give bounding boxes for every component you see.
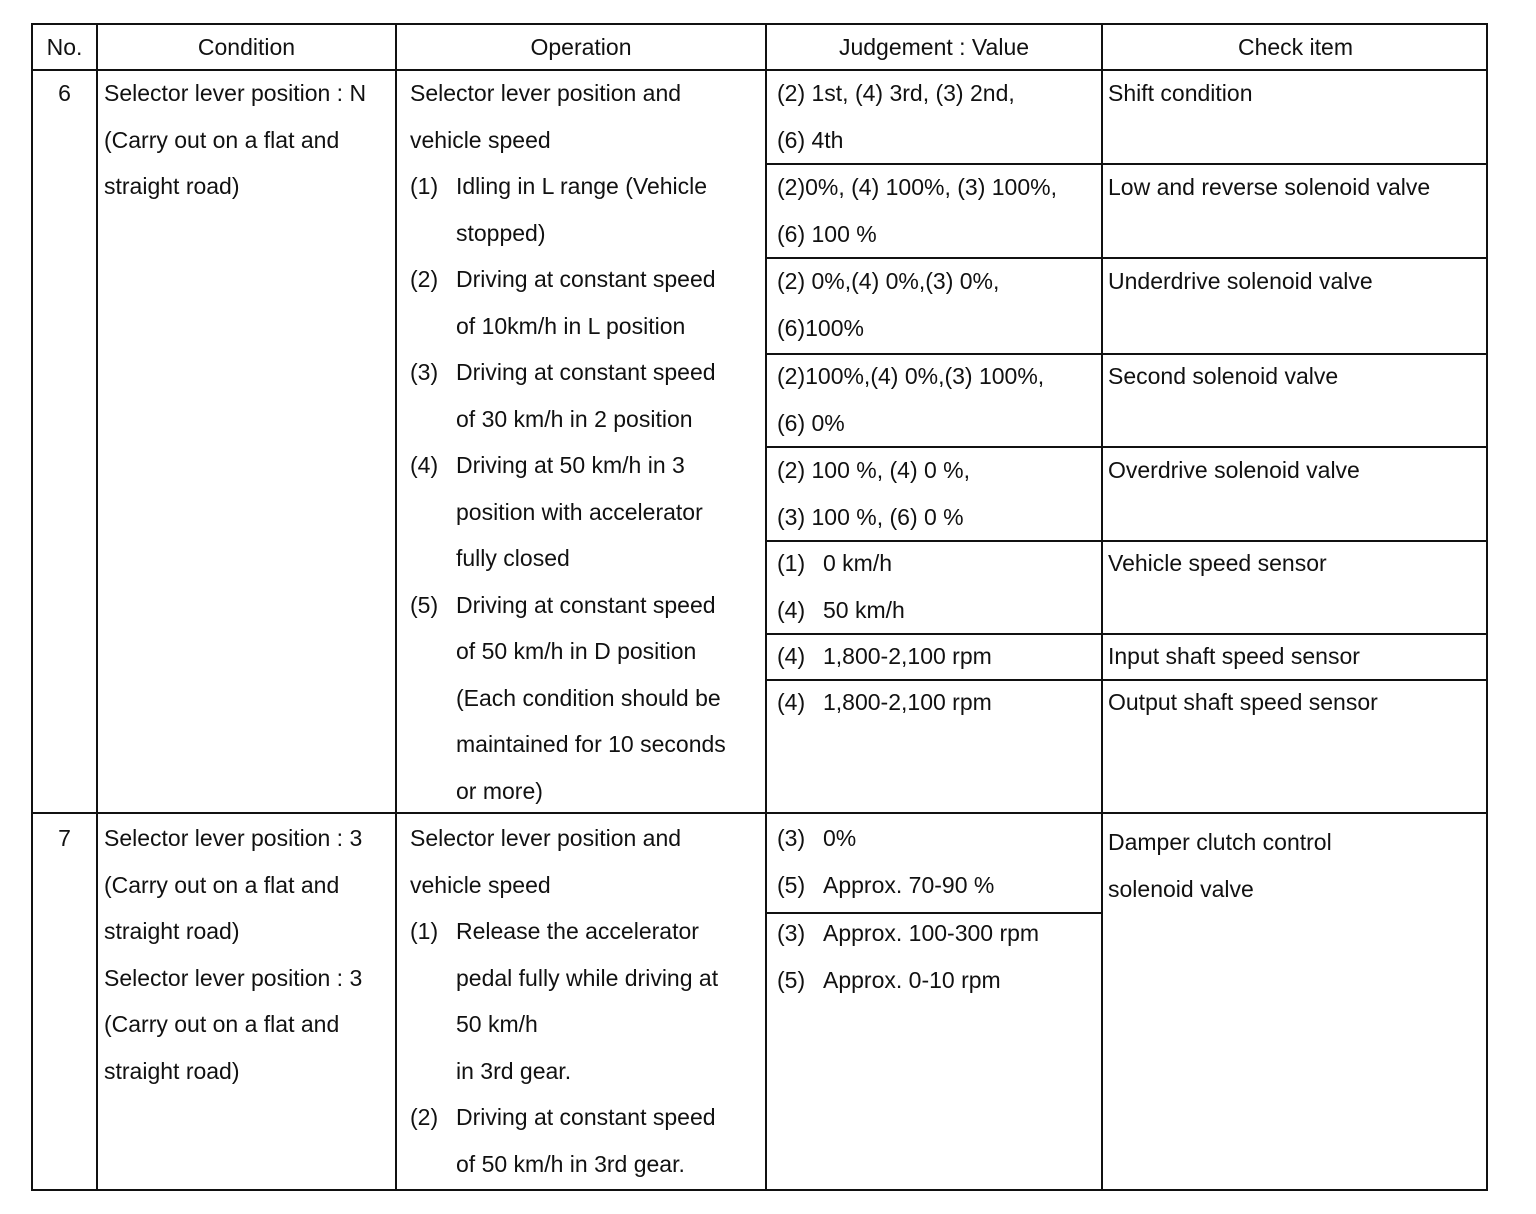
judgement-line: (2) 1st, (4) 3rd, (3) 2nd, (777, 80, 1015, 106)
item-number: (1) (410, 918, 439, 944)
column-divider (395, 25, 397, 1191)
judgement-line: (2)100%,(4) 0%,(3) 100%, (777, 363, 1045, 389)
pair-value: 0% (823, 825, 857, 851)
operation-cell (410, 70, 760, 814)
item-line: Driving at constant speed (456, 359, 716, 385)
operation-item (410, 349, 760, 442)
item-line: of 50 km/h in 3rd gear. (456, 1150, 685, 1177)
header-check-item: Check item (1237, 34, 1354, 60)
operation-intro-line: Selector lever position and (410, 825, 682, 851)
pair-number: (4) (777, 596, 806, 623)
judgement-pair (777, 679, 1097, 726)
check-item: Underdrive solenoid valve (1108, 268, 1373, 294)
item-line: position with accelerator (456, 498, 703, 525)
row-number: 6 (58, 80, 71, 106)
check-line: solenoid valve (1108, 875, 1254, 902)
pair-number: (1) (777, 550, 806, 576)
judgement-cell (777, 815, 1097, 908)
condition-line: Selector lever position : N (104, 80, 367, 106)
item-line: Driving at constant speed (456, 266, 716, 292)
operation-item (410, 256, 760, 349)
column-divider (1101, 25, 1103, 1191)
judgement-pair (777, 957, 1097, 1004)
pair-number: (3) (777, 825, 806, 851)
condition-line: (Carry out on a flat and (104, 871, 340, 898)
item-text (456, 908, 718, 1094)
item-line: of 30 km/h in 2 position (456, 405, 693, 432)
item-number: (2) (410, 266, 439, 292)
column-divider (96, 25, 98, 1191)
column-divider (765, 25, 767, 1191)
header-judgement: Judgement : Value (838, 34, 1030, 60)
operation-intro-line: vehicle speed (410, 871, 551, 898)
judgement-pair (777, 633, 1097, 680)
check-item: Vehicle speed sensor (1108, 550, 1327, 576)
row-divider (33, 812, 1488, 814)
condition-line: straight road) (104, 918, 240, 944)
check-item (1108, 819, 1332, 912)
operation-intro-line: vehicle speed (410, 126, 551, 153)
pair-value: Approx. 100-300 rpm (823, 920, 1040, 946)
item-line: maintained for 10 seconds (456, 731, 726, 757)
judgement-line: (6)100% (777, 314, 864, 341)
condition-cell (104, 70, 366, 210)
pair-value: 50 km/h (823, 596, 905, 623)
item-line: Driving at 50 km/h in 3 (456, 452, 685, 478)
condition-line: straight road) (104, 1057, 240, 1084)
judgement-cell (777, 70, 1015, 163)
pair-value: Approx. 0-10 rpm (823, 966, 1001, 993)
item-number: (1) (410, 173, 439, 199)
condition-line: (Carry out on a flat and (104, 126, 340, 153)
item-line: stopped) (456, 219, 546, 246)
item-text (456, 442, 703, 582)
operation-item (410, 163, 760, 256)
judgement-cell (777, 679, 1097, 726)
judgement-pair (777, 540, 1097, 587)
judgement-cell (777, 353, 1044, 446)
operation-intro-line: Selector lever position and (410, 80, 682, 106)
pair-number: (3) (777, 920, 806, 946)
item-line: 50 km/h (456, 1011, 538, 1037)
judgement-line: (3) 100 %, (6) 0 % (777, 503, 964, 530)
operation-cell (410, 815, 760, 1187)
check-item: Second solenoid valve (1108, 363, 1339, 389)
operation-item (410, 582, 760, 814)
item-text (456, 163, 707, 256)
condition-cell (104, 815, 362, 1094)
judgement-cell (777, 540, 1097, 633)
judgement-pair (777, 862, 1097, 909)
check-item: Output shaft speed sensor (1108, 689, 1378, 715)
pair-number: (4) (777, 643, 806, 669)
judgement-line: (2) 0%,(4) 0%,(3) 0%, (777, 268, 1000, 294)
check-item: Shift condition (1108, 80, 1253, 106)
pair-number: (5) (777, 871, 806, 898)
pair-number: (4) (777, 689, 806, 715)
item-number: (3) (410, 359, 439, 385)
item-line: of 50 km/h in D position (456, 638, 697, 664)
operation-item (410, 1094, 760, 1187)
item-line: in 3rd gear. (456, 1057, 572, 1084)
header-condition: Condition (197, 34, 296, 60)
judgement-cell (777, 910, 1097, 1003)
item-text (456, 256, 716, 349)
judgement-line: (2)0%, (4) 100%, (3) 100%, (777, 174, 1057, 200)
check-item: Input shaft speed sensor (1108, 643, 1360, 669)
judgement-cell (777, 447, 970, 540)
item-line: (Each condition should be (456, 684, 721, 711)
operation-item (410, 908, 760, 1094)
judgement-cell (777, 164, 1057, 257)
item-text (456, 349, 716, 442)
pair-value: 0 km/h (823, 550, 893, 576)
header-no: No. (46, 34, 83, 60)
condition-line: Selector lever position : 3 (104, 825, 363, 851)
judgement-line: (6) 100 % (777, 220, 877, 247)
check-item: Low and reverse solenoid valve (1108, 174, 1431, 200)
item-number: (5) (410, 591, 439, 618)
judgement-line: (2) 100 %, (4) 0 %, (777, 457, 971, 483)
judgement-cell (777, 258, 999, 351)
item-number: (2) (410, 1104, 439, 1130)
pair-number: (5) (777, 966, 806, 993)
judgement-line: (6) 4th (777, 126, 844, 153)
row-number: 7 (58, 825, 71, 851)
item-line: pedal fully while driving at (456, 964, 719, 991)
pair-value: 1,800-2,100 rpm (823, 643, 992, 669)
check-line: Damper clutch control (1108, 829, 1332, 855)
judgement-pair (777, 815, 1097, 862)
judgement-line: (6) 0% (777, 409, 845, 436)
inspection-table (31, 23, 1488, 1191)
item-text (456, 1094, 716, 1187)
item-line: Driving at constant speed (456, 1104, 716, 1130)
item-line: or more) (456, 777, 543, 804)
item-number: (4) (410, 452, 439, 478)
item-line: fully closed (456, 545, 570, 571)
check-item: Overdrive solenoid valve (1108, 457, 1360, 483)
header-operation: Operation (530, 34, 632, 60)
judgement-cell (777, 633, 1097, 680)
item-line: Release the accelerator (456, 918, 699, 944)
pair-value: Approx. 70-90 % (823, 871, 995, 898)
condition-line: Selector lever position : 3 (104, 964, 363, 991)
judgement-pair (777, 587, 1097, 634)
item-text (456, 582, 726, 815)
item-line: Driving at constant speed (456, 591, 716, 618)
condition-line: straight road) (104, 173, 240, 199)
judgement-pair (777, 910, 1097, 957)
item-line: Idling in L range (Vehicle (456, 173, 708, 199)
condition-line: (Carry out on a flat and (104, 1011, 340, 1037)
pair-value: 1,800-2,100 rpm (823, 689, 992, 715)
item-line: of 10km/h in L position (456, 312, 686, 339)
operation-item (410, 442, 760, 582)
